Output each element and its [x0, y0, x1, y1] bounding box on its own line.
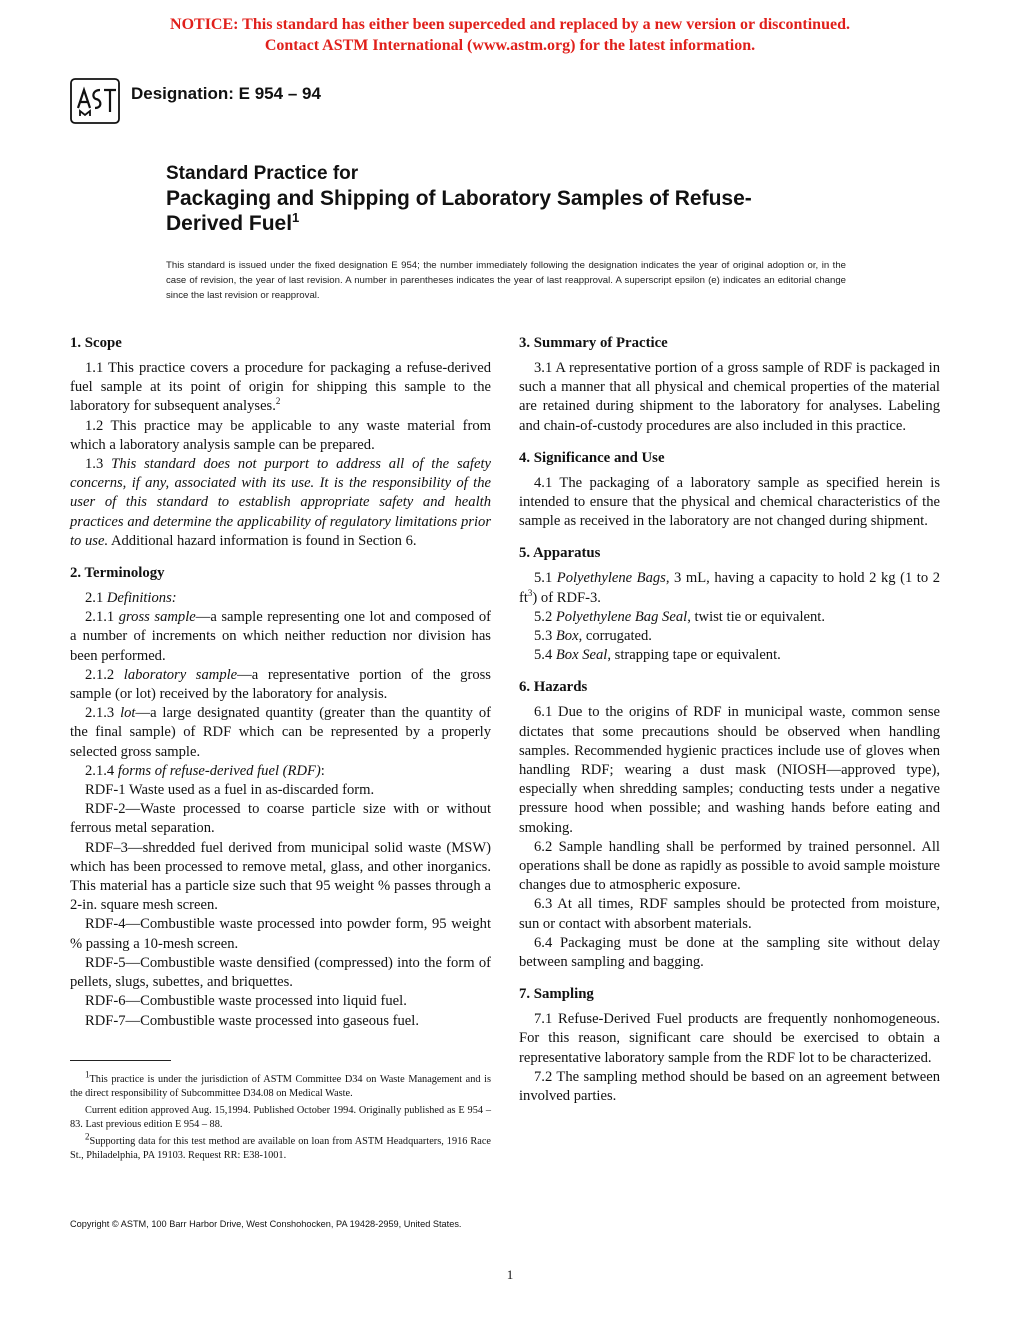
paragraph: 6.3 At all times, RDF samples should be protected from moisture, sun or contact with absorbent materials. [519, 896, 940, 932]
paragraph: 5.4 Box Seal, strapping tape or equivalent. [534, 647, 781, 664]
issued-note: This standard is issued under the fixed designation E 954; the number immediately following the designation indicates the year of original adoption or, in the case of revision, the year of last revision. A number in parentheses indicates the year of last reapproval. A superscript epsilon (e) indicates an editorial change since the last revision or reapproval. [166, 260, 846, 301]
section-heading: 5. Apparatus [519, 545, 601, 562]
footnotes [70, 1069, 491, 1166]
page-number: 1 [506, 1267, 514, 1282]
section-heading: 2. Terminology [70, 565, 165, 582]
section-apparatus [519, 544, 940, 665]
footnote-2: $^2$Supporting data for this test method are available on loan from ASTM Headquarters, 1916 Race St., Philadelphia, PA 19103. Request RR: E38-1001. [70, 1131, 491, 1161]
section-summary [519, 334, 940, 436]
section-heading: 6. Hazards [519, 679, 588, 696]
document-title [166, 162, 856, 236]
title-line-2: Derived Fuel$^1$ [166, 210, 300, 235]
paragraph: 1.3 This standard does not purport to address all of the safety concerns, if any, associated with its use. It is the responsibility of the user of this standard to establish appropriate safety and health practices and determine the applicability of regulatory limitations prior to use. Additional hazard information is found in Section 6. [70, 456, 491, 549]
paragraph: 5.3 Box, corrugated. [534, 628, 652, 645]
section-scope [70, 334, 491, 551]
rdf-definition: RDF-1 Waste used as a fuel in as-discarded form. [85, 782, 375, 799]
section-heading: 3. Summary of Practice [519, 335, 668, 351]
copyright-line: Copyright © ASTM, 100 Barr Harbor Drive, West Conshohocken, PA 19428-2959, United States. [70, 1219, 462, 1229]
notice-banner [0, 14, 1020, 56]
paragraph: 6.1 Due to the origins of RDF in municipal waste, common sense dictates that some precautions should be observed when handling samples. Recommended hygienic practices include use of gloves when handling RDF; wearing a dust mask (NIOSH—approved type), especially when shredding samples; conducting tests under a negative pressure hood when possible; and washing hands before eating and smoking. [519, 704, 940, 836]
paragraph: 2.1 Definitions: [85, 590, 177, 607]
section-terminology [70, 564, 491, 1031]
rdf-definition: RDF-6—Combustible waste processed into liquid fuel. [85, 993, 407, 1010]
paragraph: 1.2 This practice may be applicable to any waste material from which a laboratory analysis sample can be prepared. [70, 417, 491, 453]
paragraph: 6.2 Sample handling shall be performed by trained personnel. All operations shall be done as rapidly as possible to avoid sample moisture changes due to atmospheric exposure. [519, 838, 940, 894]
definition: 2.1.3 lot—a large designated quantity (greater than the quantity of the final sample) of RDF which can be represented by a properly selected gross sample. [70, 705, 492, 760]
title-prefix: Standard Practice for [166, 163, 359, 184]
definition: 2.1.4 forms of refuse-derived fuel (RDF): [85, 762, 325, 779]
designation: Designation: E 954 – 94 [131, 84, 321, 103]
rdf-definition: RDF-2—Waste processed to coarse particle size with or without ferrous metal separation. [70, 801, 491, 837]
section-heading: 4. Significance and Use [519, 449, 665, 466]
paragraph: 5.1 Polyethylene Bags, 3 mL, having a capacity to hold 2 kg (1 to 2 $ft^3$) of RDF-3. [519, 570, 940, 606]
rdf-definition: RDF-4—Combustible waste processed into powder form, 95 weight % passing a 10-mesh screen. [70, 916, 491, 952]
definition: 2.1.1 gross sample—a sample representing one lot and composed of a number of increments on which neither reduction nor division has been performed. [70, 609, 491, 664]
paragraph: 1.1 This practice covers a procedure for packaging a refuse-derived fuel sample at its point of origin for shipping this sample to the laboratory for subsequent analyses.$^2$ [70, 360, 491, 415]
paragraph: 4.1 The packaging of a laboratory sample as specified herein is intended to ensure that the physical and chemical characteristics of the sample as received in the laboratory are not changed during shipment. [519, 474, 940, 530]
rdf-definition: RDF-7—Combustible waste processed into gaseous fuel. [85, 1012, 419, 1029]
section-sampling [519, 985, 940, 1106]
definition: 2.1.2 laboratory sample—a representative portion of the gross sample (or lot) received by the laboratory for analysis. [70, 666, 491, 703]
footnote-divider [70, 1060, 171, 1061]
title-footnote-mark: 1 [292, 210, 300, 225]
astm-logo-icon [70, 78, 120, 124]
right-column [519, 334, 940, 1119]
rdf-definition: RDF–3—shredded fuel derived from municipal solid waste (MSW) which has been processed to remove metal, glass, and other inorganics. This material has a particle size such that 95 weight % passes through a 2-in. square mesh screen. [70, 839, 491, 914]
rdf-definition: RDF-5—Combustible waste densified (compressed) into the form of pellets, slugs, subettes, and briquettes. [70, 954, 491, 991]
paragraph: 7.1 Refuse-Derived Fuel products are frequently nonhomogeneous. For this reason, significant care should be exercised to obtain a representative laboratory sample from the RDF lot to be characterized. [519, 1011, 940, 1066]
title-line-1: Packaging and Shipping of Laboratory Samples of Refuse- [166, 187, 752, 210]
paragraph: 7.2 The sampling method should be based on an agreement between involved parties. [519, 1068, 940, 1105]
section-hazards [519, 678, 940, 972]
footnote-1-edition: Current edition approved Aug. 15,1994. Published October 1994. Originally published as E 954 – 83. Last previous edition E 954 – 88. [70, 1105, 491, 1130]
section-significance [519, 449, 940, 532]
section-heading: 7. Sampling [519, 986, 594, 1003]
notice-line-1: NOTICE: This standard has either been superceded and replaced by a new version or discontinued. [170, 16, 850, 33]
section-heading: 1. Scope [70, 335, 122, 351]
left-column [70, 334, 491, 1044]
paragraph: 5.2 Polyethylene Bag Seal, twist tie or equivalent. [534, 608, 825, 625]
paragraph: 6.4 Packaging must be done at the sampling site without delay between sampling and bagging. [519, 934, 940, 971]
paragraph: 3.1 A representative portion of a gross sample of RDF is packaged in such a manner that all physical and chemical properties of the material are retained during shipment to the laboratory for analyses. Labeling and chain-of-custody procedures are also included in this practice. [519, 360, 940, 434]
notice-line-2: Contact ASTM International (www.astm.org) for the latest information. [264, 37, 756, 54]
footnote-1: $^1$This practice is under the jurisdiction of ASTM Committee D34 on Waste Management and is the direct responsibility of Subcommittee D34.08 on Medical Waste. [70, 1069, 491, 1099]
